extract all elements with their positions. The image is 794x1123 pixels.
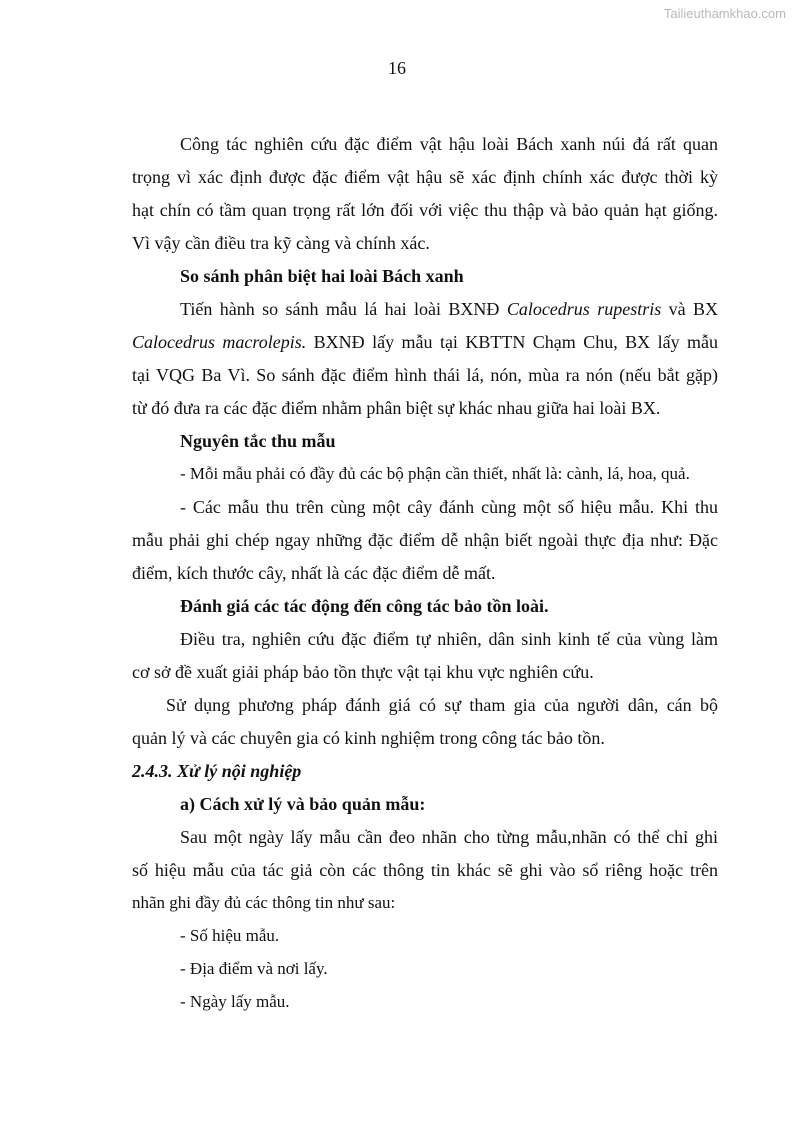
paragraph-line: Sử dụng phương pháp đánh giá có sự tham gia của người dân, cán bộ xyxy=(166,695,718,715)
species-name: Calocedrus macrolepis. xyxy=(132,332,307,352)
paragraph-line: Vì vậy cần điều tra kỹ càng và chính xác. xyxy=(132,233,430,253)
species-name: Calocedrus rupestris xyxy=(506,299,662,319)
list-item: - Ngày lấy mẫu. xyxy=(180,992,290,1011)
paragraph-line: mẫu phải ghi chép ngay những đặc điểm dễ nhận biết ngoài thực địa như: Đặc xyxy=(132,530,718,550)
paragraph-line: từ đó đưa ra các đặc điểm nhằm phân biệt sự khác nhau giữa hai loài BX. xyxy=(132,398,661,418)
paragraph-line: Điều tra, nghiên cứu đặc điểm tự nhiên, dân sinh kinh tế của vùng làm xyxy=(180,629,718,649)
watermark: Tailieuthamkhao.com xyxy=(663,6,786,21)
page-number: 16 xyxy=(388,58,406,78)
heading-impacts: Đánh giá các tác động đến công tác bảo tồn loài. xyxy=(180,596,549,616)
paragraph-line: nhãn ghi đầy đủ các thông tin như sau: xyxy=(132,893,396,912)
heading-principles: Nguyên tắc thu mẫu xyxy=(180,431,336,451)
subsection-heading: a) Cách xử lý và bảo quản mẫu: xyxy=(180,794,426,814)
paragraph-line: Công tác nghiên cứu đặc điểm vật hậu loài Bách xanh núi đá rất quan xyxy=(180,134,718,154)
list-item: - Mỗi mẫu phải có đầy đủ các bộ phận cần thiết, nhất là: cành, lá, hoa, quả. xyxy=(180,464,690,483)
paragraph-line: cơ sở đề xuất giải pháp bảo tồn thực vật tại khu vực nghiên cứu. xyxy=(132,662,594,682)
paragraph-line: Sau một ngày lấy mẫu cần đeo nhãn cho từng mẫu,nhãn có thể chỉ ghi xyxy=(180,827,718,847)
list-item: - Địa điểm và nơi lấy. xyxy=(180,959,328,978)
paragraph-line: quản lý và các chuyên gia có kinh nghiệm trong công tác bảo tồn. xyxy=(132,728,605,748)
paragraph-line: Calocedrus macrolepis. BXNĐ lấy mẫu tại KBTTN Chạm Chu, BX lấy mẫu xyxy=(132,332,718,352)
paragraph-line: điểm, kích thước cây, nhất là các đặc điểm dễ mất. xyxy=(132,563,496,583)
paragraph-line: tại VQG Ba Vì. So sánh đặc điểm hình thái lá, nón, mùa ra nón (nếu bắt gặp) xyxy=(132,365,718,385)
paragraph-line: Tiến hành so sánh mẫu lá hai loài BXNĐ Calocedrus rupestris và BX xyxy=(180,299,718,319)
paragraph-line: hạt chín có tầm quan trọng rất lớn đối với việc thu thập và bảo quản hạt giống. xyxy=(132,200,718,220)
paragraph-line: - Các mẫu thu trên cùng một cây đánh cùng một số hiệu mẫu. Khi thu xyxy=(180,497,718,517)
heading-compare: So sánh phân biệt hai loài Bách xanh xyxy=(180,266,464,286)
list-item: - Số hiệu mẫu. xyxy=(180,926,280,945)
paragraph-line: số hiệu mẫu của tác giả còn các thông tin khác sẽ ghi vào sổ riêng hoặc trên xyxy=(132,860,718,880)
paragraph-line: trọng vì xác định được đặc điểm vật hậu sẽ xác định chính xác được thời kỳ xyxy=(132,167,718,187)
section-heading: 2.4.3. Xử lý nội nghiệp xyxy=(132,761,302,781)
